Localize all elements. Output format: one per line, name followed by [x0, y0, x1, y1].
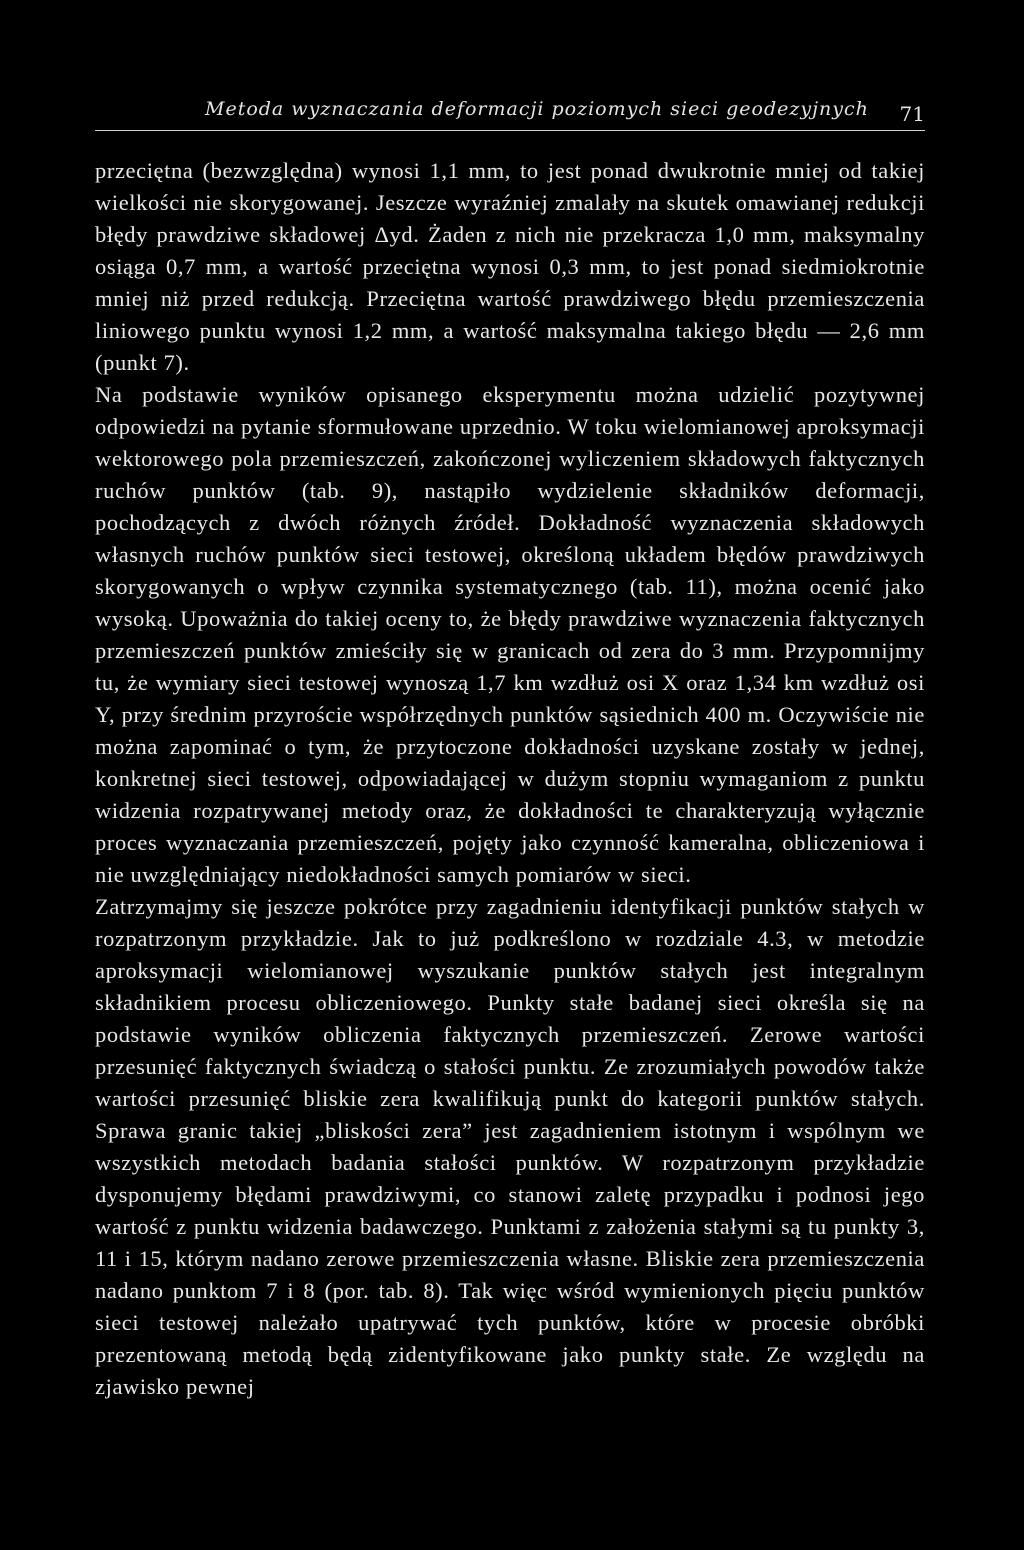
paragraph: przeciętna (bezwzględna) wynosi 1,1 mm, to jest ponad dwukrotnie mniej od takiej wielkości nie skorygowanej. Jeszcze wyraźniej zmalały na skutek omawianej redukcji błędy prawdziwe składowej Δyd. Żaden z nich nie przekracza 1,0 mm, maksymalny osiąga 0,7 mm, a wartość przeciętna wynosi 0,3 mm, to jest ponad siedmiokrotnie mniej niż przed redukcją. Przeciętna wartość prawdziwego błędu przemieszczenia liniowego punktu wynosi 1,2 mm, a wartość maksymalna takiego błędu — 2,6 mm (punkt 7).: [95, 158, 925, 375]
paragraph: Zatrzymajmy się jeszcze pokrótce przy zagadnieniu identyfikacji punktów stałych w rozpatrzonym przykładzie. Jak to już podkreślono w rozdziale 4.3, w metodzie aproksymacji wielomianowej wyszukanie punktów stałych jest integralnym składnikiem procesu obliczeniowego. Punkty stałe badanej sieci określa się na podstawie wyników obliczenia faktycznych przemieszczeń. Zerowe wartości przesunięć faktycznych świadczą o stałości punktu. Ze zrozumiałych powodów także wartości przesunięć bliskie zera kwalifikują punkt do kategorii punktów stałych. Sprawa granic takiej „bliskości zera” jest zagadnieniem istotnym i wspólnym we wszystkich metodach badania stałości punktów. W rozpatrzonym przykładzie dysponujemy błędami prawdziwymi, co stanowi zaletę przypadku i podnosi jego wartość z punktu widzenia badawczego. Punktami z założenia stałymi są tu punkty 3, 11 i 15, którym nadano zerowe przemieszczenia własne. Bliskie zera przemieszczenia nadano punktom 7 i 8 (por. tab. 8). Tak więc wśród wymienionych pięciu punktów sieci testowej należało upatrywać tych punktów, które w procesie obróbki prezentowaną metodą będą zidentyfikowane jako punkty stałe. Ze względu na zjawisko pewnej: [95, 894, 925, 1399]
body-text: [95, 155, 925, 1403]
running-title: Metoda wyznaczania deformacji poziomych sieci geodezyjnych: [205, 98, 869, 120]
running-header: [95, 98, 925, 131]
paragraph: Na podstawie wyników opisanego eksperymentu można udzielić pozytywnej odpowiedzi na pytanie sformułowane uprzednio. W toku wielomianowej aproksymacji wektorowego pola przemieszczeń, zakończonej wyliczeniem składowych faktycznych ruchów punktów (tab. 9), nastąpiło wydzielenie składników deformacji, pochodzących z dwóch różnych źródeł. Dokładność wyznaczenia składowych własnych ruchów punktów sieci testowej, określoną układem błędów prawdziwych skorygowanych o wpływ czynnika systematycznego (tab. 11), można ocenić jako wysoką. Upoważnia do takiej oceny to, że błędy prawdziwe wyznaczenia faktycznych przemieszczeń punktów zmieściły się w granicach od zera do 3 mm. Przypomnijmy tu, że wymiary sieci testowej wynoszą 1,7 km wzdłuż osi X oraz 1,34 km wzdłuż osi Y, przy średnim przyroście współrzędnych punktów sąsiednich 400 m. Oczywiście nie można zapominać o tym, że przytoczone dokładności uzyskane zostały w jednej, konkretnej sieci testowej, odpowiadającej w dużym stopniu wymaganiom z punktu widzenia rozpatrywanej metody oraz, że dokładności te charakteryzują wyłącznie proces wyznaczania przemieszczeń, pojęty jako czynność kameralna, obliczeniowa i nie uwzględniający niedokładności samych pomiarów w sieci.: [95, 382, 925, 887]
page-number: 71: [899, 102, 925, 126]
